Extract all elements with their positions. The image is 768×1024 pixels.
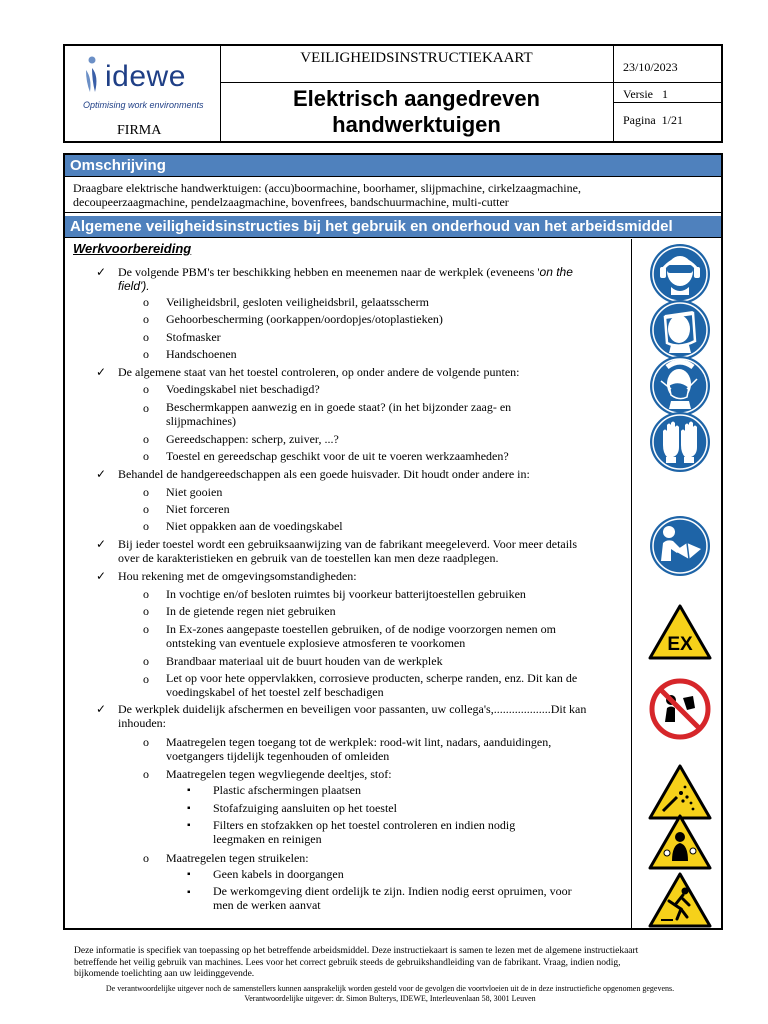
disclaimer-line: De verantwoordelijke uitgever noch de samenstellers kunnen aansprakelijk worden gesteld voor de gevolgen die voortvloeien uit de in deze instructiefiche opgenomen gegevens. xyxy=(105,984,675,993)
list-item: Beschermkappen aanwezig en in goede staat? (in het bijzonder zaag- en xyxy=(166,400,512,414)
list-item: Filters en stofzakken op het toestel controleren en indien nodig xyxy=(213,818,516,832)
footer-line: betreffende het veilig gebruik van machines. Lees voor het correct gebruik steeds de gebruikshandleiding van de fabrikant. Vraag, indien nodig, xyxy=(74,957,621,968)
list-item: men de werken aanvat xyxy=(213,898,321,912)
ex-zone-warning-icon xyxy=(647,603,713,661)
list-item: Maatregelen tegen struikelen: xyxy=(166,851,309,865)
description-heading: Omschrijving xyxy=(65,155,721,177)
list-item: Plastic afschermingen plaatsen xyxy=(213,783,361,797)
publisher-line: Verantwoordelijke uitgever: dr. Simon Bulterys, IDEWE, Interleuvenlaan 58, 3001 Leuven xyxy=(244,994,536,1003)
gloves-icon xyxy=(649,411,711,473)
face-shield-icon xyxy=(649,299,711,361)
list-item: Niet forceren xyxy=(166,502,230,516)
list-item: Veiligheidsbril, gesloten veiligheidsbril, gelaatsscherm xyxy=(166,295,429,309)
circle-bullet: o xyxy=(143,449,149,463)
list-item: Maatregelen tegen toegang tot de werkplek: rood-wit lint, nadars, aanduidingen, xyxy=(166,735,552,749)
circle-bullet: o xyxy=(143,382,149,396)
circle-bullet: o xyxy=(143,851,149,865)
list-item: De volgende PBM's ter beschikking hebben en meenemen naar de werkplek (eveneens 'on the xyxy=(118,265,573,279)
page-title: Elektrisch aangedreven handwerktuigen xyxy=(292,86,540,137)
square-bullet: ▪ xyxy=(187,820,191,831)
check-icon: ✓ xyxy=(96,537,107,551)
list-item: Gereedschappen: scherp, zuiver, ...? xyxy=(166,432,339,446)
list-item: De werkomgeving dient ordelijk te zijn. Indien nodig eerst opruimen, voor xyxy=(213,884,572,898)
list-item: Stofmasker xyxy=(166,330,221,344)
list-item: In de gietende regen niet gebruiken xyxy=(166,604,336,618)
description-line-1: Draagbare elektrische handwerktuigen: (accu)boormachine, boorhamer, slijpmachine, cirkelzaagmachine, xyxy=(73,181,581,195)
square-bullet: ▪ xyxy=(187,785,191,796)
square-bullet: ▪ xyxy=(187,887,191,898)
circle-bullet: o xyxy=(143,519,149,533)
logo-tagline: Optimising work environments xyxy=(83,100,204,110)
list-item: Gehoorbescherming (oorkappen/oordopjes/otoplastieken) xyxy=(166,312,443,326)
subheading: Werkvoorbereiding xyxy=(73,241,192,256)
description-line-2: decoupeerzaagmachine, pendelzaagmachine, bovenfrees, bandschuurmachine, multi-cutter xyxy=(73,195,509,209)
list-item: In Ex-zones aangepaste toestellen gebruiken, of de nodige voorzorgen nemen om xyxy=(166,622,556,636)
circle-bullet: o xyxy=(143,604,149,618)
dust-warning-icon xyxy=(647,813,713,871)
list-item: Let op voor hete oppervlakken, corrosieve producten, scherpe randen, enz. Dit kan de xyxy=(166,671,578,685)
circle-bullet: o xyxy=(143,767,149,781)
list-item: Niet gooien xyxy=(166,485,223,499)
eye-ear-protection-icon xyxy=(649,243,711,305)
check-icon: ✓ xyxy=(96,702,107,716)
dust-mask-icon xyxy=(649,355,711,417)
read-manual-icon xyxy=(649,515,711,577)
circle-bullet: o xyxy=(143,295,149,309)
circle-bullet: o xyxy=(143,330,149,344)
list-item: Toestel en gereedschap geschikt voor de uit te voeren werkzaamheden? xyxy=(166,449,509,463)
list-item: over de karakteristieken en gebruik van de toestellen kan men deze raadplegen. xyxy=(118,551,499,565)
svg-text:EX: EX xyxy=(667,634,693,655)
general-heading: Algemene veiligheidsinstructies bij het gebruik en onderhoud van het arbeidsmiddel xyxy=(65,216,721,238)
list-item: ontsteking van eventuele explosieve atmosferen te voorkomen xyxy=(166,636,466,650)
list-item: Bij ieder toestel wordt een gebruiksaanwijzing van de fabrikant meegeleverd. Voor meer details xyxy=(118,537,578,551)
list-item: voedingskabel of het toestel zelf beschadigen xyxy=(166,685,384,699)
doc-type: VEILIGHEIDSINSTRUCTIEKAART xyxy=(300,50,533,66)
disclaimer xyxy=(60,984,720,1004)
square-bullet: ▪ xyxy=(187,803,191,814)
list-item: Geen kabels in doorgangen xyxy=(213,867,344,881)
no-access-icon xyxy=(649,678,711,740)
circle-bullet: o xyxy=(143,502,149,516)
list-item: Stofafzuiging aansluiten op het toestel xyxy=(213,801,397,815)
list-item: De algemene staat van het toestel controleren, op onder andere de volgende punten: xyxy=(118,365,520,379)
list-item: Handschoenen xyxy=(166,347,237,361)
list-item: In vochtige en/of besloten ruimtes bij voorkeur batterijtoestellen gebruiken xyxy=(166,587,526,601)
square-bullet: ▪ xyxy=(187,869,191,880)
list-item: De werkplek duidelijk afschermen en beveiligen voor passanten, uw collega's,...................Dit kan xyxy=(118,702,587,716)
footer-line: bijkomende toelichting aan uw leidinggevende. xyxy=(74,969,255,979)
firma-label: FIRMA xyxy=(117,123,162,138)
list-item: field'). xyxy=(118,279,150,293)
circle-bullet: o xyxy=(143,347,149,361)
list-item: leegmaken en reinigen xyxy=(213,832,322,846)
circle-bullet: o xyxy=(143,654,149,668)
list-item: Hou rekening met de omgevingsomstandigheden: xyxy=(118,569,357,583)
trip-hazard-icon xyxy=(647,871,713,929)
circle-bullet: o xyxy=(143,587,149,601)
list-item: Brandbaar materiaal uit de buurt houden van de werkplek xyxy=(166,654,443,668)
list-item: Voedingskabel niet beschadigd? xyxy=(166,382,320,396)
circle-bullet: o xyxy=(143,432,149,446)
footer-line: Deze informatie is specifiek van toepassing op het betreffende arbeidsmiddel. Deze instructiekaart is samen te lezen met de algemene instructiekaart xyxy=(74,946,639,956)
circle-bullet: o xyxy=(143,312,149,326)
circle-bullet: o xyxy=(143,622,149,636)
check-icon: ✓ xyxy=(96,365,107,379)
header-table xyxy=(63,44,723,143)
circle-bullet: o xyxy=(143,672,149,686)
footer xyxy=(74,946,714,981)
list-item: slijpmachines) xyxy=(166,414,236,428)
logo-wordmark: idewe xyxy=(105,60,186,93)
doc-version: Versie 1 xyxy=(623,87,668,101)
list-item: Niet oppakken aan de voedingskabel xyxy=(166,519,343,533)
check-icon: ✓ xyxy=(96,569,107,583)
list-item: Maatregelen tegen wegvliegende deeltjes, stof: xyxy=(166,767,392,781)
instruction-card xyxy=(63,153,723,930)
doc-page: Pagina 1/21 xyxy=(623,113,683,127)
list-item: Behandel de handgereedschappen als een goede huisvader. Dit houdt onder andere in: xyxy=(118,467,530,481)
idewe-logo xyxy=(83,52,213,110)
list-item: inhouden: xyxy=(118,716,166,730)
check-icon: ✓ xyxy=(96,467,107,481)
circle-bullet: o xyxy=(143,735,149,749)
circle-bullet: o xyxy=(143,485,149,499)
list-item: voetgangers tijdelijk tegenhouden of omleiden xyxy=(166,749,390,763)
circle-bullet: o xyxy=(143,401,149,415)
check-icon: ✓ xyxy=(96,265,107,279)
doc-date: 23/10/2023 xyxy=(623,60,678,74)
